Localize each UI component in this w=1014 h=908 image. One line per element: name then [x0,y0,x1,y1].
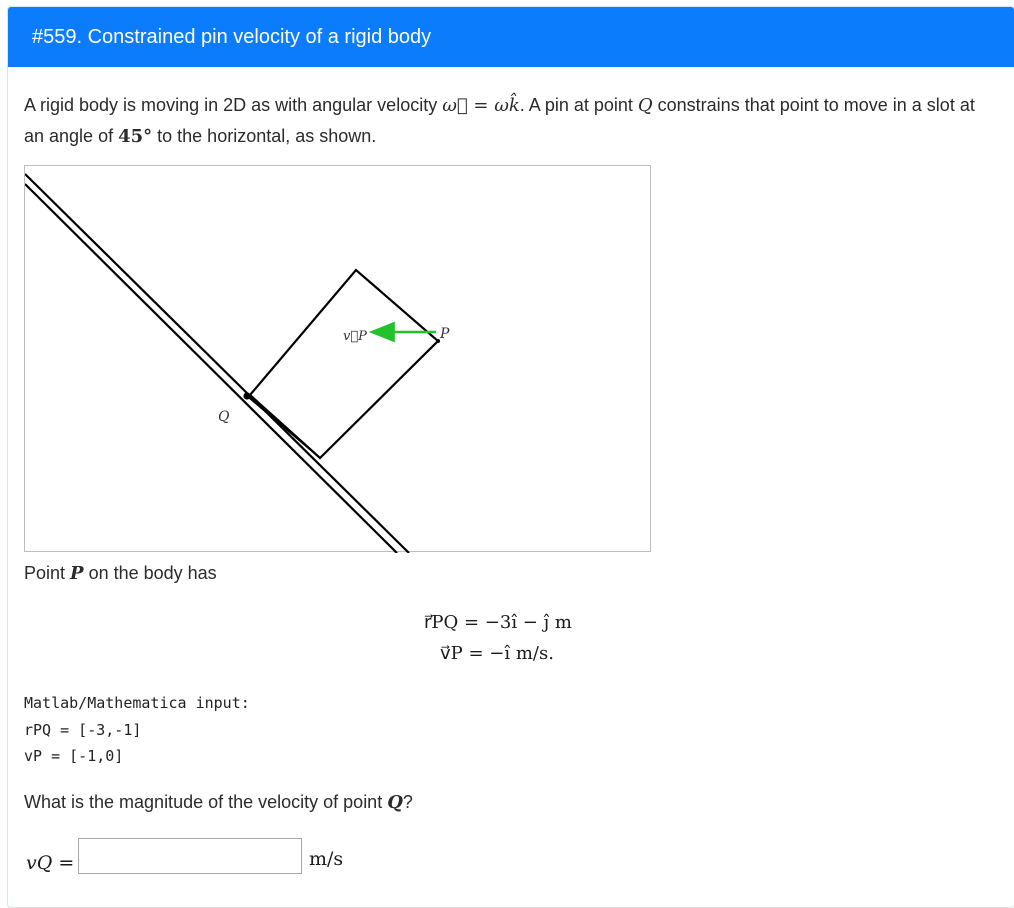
label-vp: v⃗P [343,329,367,344]
question-text [24,90,994,152]
prompt-part: What is the magnitude of the velocity of point [24,792,388,812]
rpq-line [247,396,320,458]
question-text-part: constrains that point to move in a slot at an angle of [24,95,975,146]
question-prompt [24,792,413,813]
equation-rpq: r⃗PQ = −3ı̂ − ȷ̂ m [424,612,572,633]
prompt-point-q: Q [387,792,403,813]
slot-line-upper [25,174,409,553]
question-text-part: to the horizontal, as shown. [152,126,377,146]
point-q-symbol: Q [637,95,653,116]
point-intro-part: Point [24,563,71,583]
question-text-part: A rigid body is moving in 2D as with angular velocity [24,95,443,115]
pin-q-dot [243,392,250,399]
point-intro-part: on the body has [83,563,217,583]
answer-input[interactable] [78,838,302,874]
rigid-body-figure [24,165,651,552]
code-rpq: rPQ = [-3,-1] [24,721,142,739]
answer-label: vQ = [26,852,75,874]
question-text-part: . A pin at point [519,95,638,115]
omega-expression: ω⃗ = ωk̂ [442,95,520,116]
equation-vp: v⃗P = −ı̂ m/s. [440,643,554,664]
label-q: Q [218,409,230,425]
prompt-part: ? [402,792,413,812]
question-title: #559. Constrained pin velocity of a rigid body [8,7,1014,67]
code-vp: vP = [-1,0] [24,747,124,765]
point-p-symbol: P [70,563,84,584]
code-heading: Matlab/Mathematica input: [24,694,250,712]
slot-line-lower [25,184,397,553]
label-p: P [440,326,450,342]
rigid-body-square [250,270,438,458]
angle-value: 45° [118,126,153,147]
answer-unit: m/s [309,848,344,870]
point-intro-text [24,563,217,584]
figure-canvas [25,166,652,553]
